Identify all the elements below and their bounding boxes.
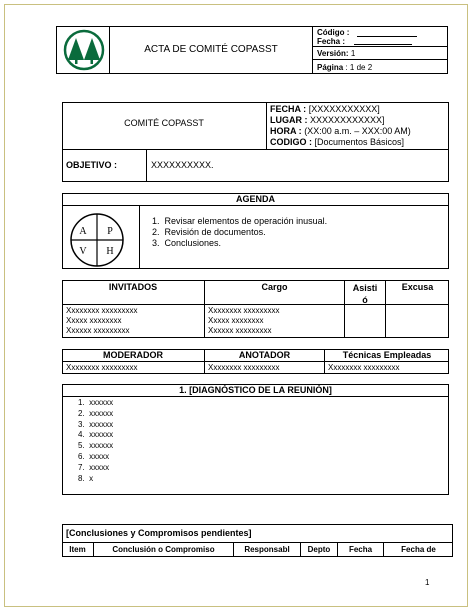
codigo-value: [Documentos Básicos] [314, 137, 405, 147]
header-excusa: Excusa [401, 282, 434, 292]
agenda-item: 2. Revisión de documentos. [152, 227, 266, 237]
codigo-label: CODIGO : [270, 137, 312, 147]
invitado-cargo: Xxxxxx xxxxxxxxx [208, 326, 272, 335]
header-asistio: Asisti ó [352, 283, 378, 305]
fecha-label: Fecha : [317, 37, 346, 46]
phva-a: A [79, 226, 87, 237]
hora-label: HORA : [270, 126, 302, 136]
objetivo-value: XXXXXXXXXX. [151, 160, 214, 170]
header-moderador: MODERADOR [103, 350, 163, 360]
company-logo [62, 28, 106, 72]
moderador-value: Xxxxxxxx xxxxxxxxx [66, 363, 138, 372]
anotador-value: Xxxxxxxx xxxxxxxxx [208, 363, 280, 372]
header-responsable: Responsabl [244, 545, 290, 554]
phva-v: V [79, 246, 87, 257]
agenda-item: 1. Revisar elementos de operación inusual. [152, 216, 328, 226]
invitado-name: Xxxxxxxx xxxxxxxxx [66, 306, 138, 315]
pagina-value: : 1 de 2 [345, 63, 373, 72]
list-item: 4. xxxxxx [78, 430, 114, 440]
committee-name: COMITÉ COPASST [124, 118, 204, 128]
header-fecha-de: Fecha de [401, 545, 436, 554]
page-number: 1 [425, 578, 430, 587]
phva-h: H [106, 246, 114, 257]
list-item: 1. xxxxxx [78, 398, 114, 407]
objetivo-label: OBJETIVO : [66, 160, 118, 170]
header-tecnicas: Técnicas Empleadas [342, 350, 432, 360]
header-depto: Depto [307, 545, 331, 554]
agenda-list [152, 216, 327, 249]
fecha-value: [XXXXXXXXXXX] [308, 104, 380, 114]
version-value: 1 [350, 49, 356, 58]
invitado-cargo: Xxxxxxxx xxxxxxxxx [208, 306, 280, 315]
list-item: 6. xxxxx [78, 451, 110, 461]
invitado-name: Xxxxx xxxxxxxx [66, 316, 122, 325]
version-label: Versión: [317, 49, 349, 58]
fecha-label: FECHA : [270, 104, 307, 114]
diagnostico-list [78, 398, 113, 484]
agenda-title: AGENDA [235, 194, 275, 204]
pagina-label: Página [317, 63, 344, 72]
hora-value: (XX:00 a.m. – XXX:00 AM) [304, 126, 411, 136]
header-cargo: Cargo [261, 282, 288, 292]
tecnicas-value: Xxxxxxxx xxxxxxxxx [328, 363, 400, 372]
list-item: 5. xxxxxx [78, 441, 114, 451]
lugar-value: XXXXXXXXXXXX] [310, 115, 385, 125]
list-item: 3. xxxxxx [78, 419, 114, 429]
agenda-item: 3. Conclusiones. [152, 238, 222, 248]
header-conclusion: Conclusión o Compromiso [112, 545, 215, 554]
list-item: 8. x [78, 473, 94, 483]
lugar-label: LUGAR : [270, 115, 308, 125]
header-fecha: Fecha [348, 545, 373, 554]
phva-cycle-icon [69, 212, 125, 268]
list-item: 2. xxxxxx [78, 408, 114, 418]
invitado-name: Xxxxxx xxxxxxxxx [66, 326, 130, 335]
conclusiones-title: [Conclusiones y Compromisos pendientes] [66, 528, 252, 538]
codigo-label: Código : [317, 28, 350, 37]
invitado-cargo: Xxxxx xxxxxxxx [208, 316, 264, 325]
list-item: 7. xxxxx [78, 462, 110, 472]
header-anotador: ANOTADOR [238, 350, 291, 360]
diagnostico-title: 1. [DIAGNÓSTICO DE LA REUNIÓN] [179, 385, 332, 395]
diagnostico-box [62, 384, 449, 495]
document-title: ACTA DE COMITÉ COPASST [144, 44, 278, 55]
header-item: Item [69, 545, 86, 554]
phva-p: P [107, 226, 113, 237]
header-invitados: INVITADOS [108, 282, 158, 292]
